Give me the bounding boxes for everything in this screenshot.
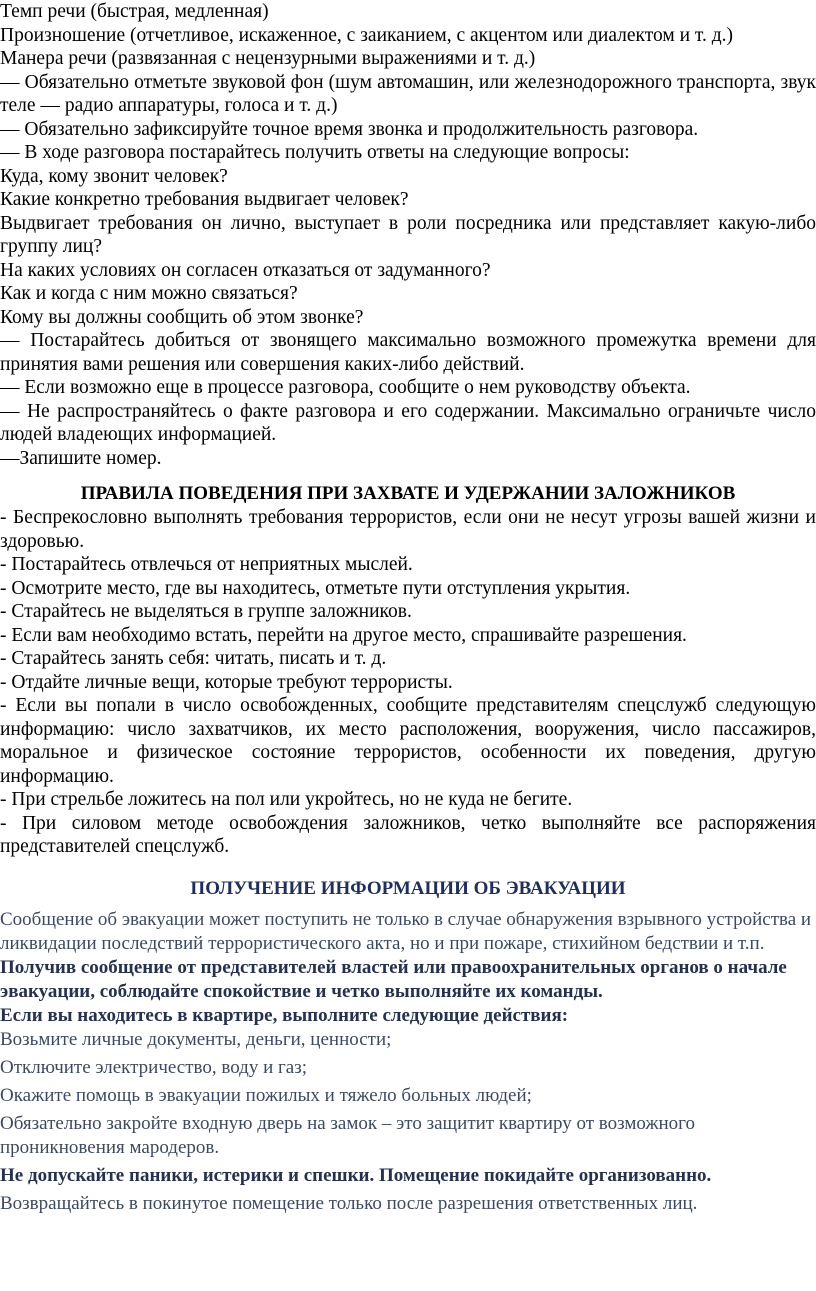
paragraph-time-gain: — Постарайтесь добиться от звонящего максимально возможного промежутка времени для принятия вами решения или совершения каких-либо действий.: [0, 330, 816, 375]
list-item: - Если вам необходимо встать, перейти на другое место, спрашивайте разрешения.: [0, 624, 687, 646]
list-item: - Осмотрите место, где вы находитесь, отметьте пути отступления укрытия.: [0, 577, 631, 599]
evacuation-section: [0, 878, 816, 1216]
paragraph-confidentiality: — Не распространяйтесь о факте разговора и его содержании. Максимально ограничьте число людей владеющих информацией.: [0, 400, 816, 445]
paragraph-pronunciation: Произношение (отчетливое, искаженное, с заиканием, с акцентом или диалектом и т. д.): [0, 24, 734, 46]
paragraph-speech-manner: Манера речи (развязанная с нецензурными выражениями и т. д.): [0, 48, 536, 69]
paragraph-record-number: —Запишите номер.: [0, 447, 162, 469]
paragraph-follow-commands: Получив сообщение от представителей властей или правоохранительных органов о начале эвакуации, соблюдайте спокойствие и четко выполняйте их команды.: [0, 957, 787, 1002]
phone-call-instructions: [0, 0, 816, 470]
question-demands: Какие конкретно требования выдвигает человек?: [0, 189, 409, 210]
list-item: Окажите помощь в эвакуации пожилых и тяжело больных людей;: [0, 1085, 532, 1106]
paragraph-apartment-actions: Если вы находитесь в квартире, выполните следующие действия:: [0, 1005, 569, 1026]
list-item: - При стрельбе ложитесь на пол или укройтесь, но не куда не бегите.: [0, 789, 573, 810]
list-item: - Отдайте личные вещи, которые требуют террористы.: [0, 671, 453, 693]
paragraph-return: Возвращайтесь в покинутое помещение только после разрешения ответственных лиц.: [0, 1193, 698, 1214]
paragraph-no-panic: Не допускайте паники, истерики и спешки. Помещение покидайте организованно.: [0, 1165, 712, 1186]
list-item: Возьмите личные документы, деньги, ценности;: [0, 1029, 392, 1050]
paragraph-background-noise: — Обязательно отметьте звуковой фон (шум автомашин, или железнодорожного транспорта, звук теле — радио аппаратуры, голоса и т. д.): [0, 71, 816, 116]
list-item: - Беспрекословно выполнять требования террористов, если они не несут угрозы вашей жизни и здоровью.: [0, 507, 816, 552]
list-item: - Старайтесь занять себя: читать, писать и т. д.: [0, 648, 387, 669]
list-item: - Постарайтесь отвлечься от неприятных мыслей.: [0, 554, 413, 575]
section-heading-hostages: ПРАВИЛА ПОВЕДЕНИЯ ПРИ ЗАХВАТЕ И УДЕРЖАНИИ ЗАЛОЖНИКОВ: [80, 483, 736, 504]
paragraph-evacuation-intro: Сообщение об эвакуации может поступить не только в случае обнаружения взрывного устройства и ликвидации последствий террористического акта, но и при пожаре, стихийном бедствии и т.п.: [0, 909, 812, 954]
list-item: - Старайтесь не выделяться в группе заложников.: [0, 601, 412, 622]
question-contact: Как и когда с ним можно связаться?: [0, 283, 298, 304]
question-role: Выдвигает требования он лично, выступает в роли посредника или представляет какую-либо группу лиц?: [0, 212, 816, 257]
list-item: - Если вы попали в число освобожденных, сообщите представителям спецслужб следующую информацию: число захватчиков, их место расположения, вооружения, число пассажиров, моральное и физическое состояние террористов, особенности их поведения, другую информацию.: [0, 695, 816, 787]
question-conditions: На каких условиях он согласен отказаться от задуманного?: [0, 259, 491, 281]
question-where-whom: Куда, кому звонит человек?: [0, 165, 228, 187]
list-item: - При силовом методе освобождения заложников, четко выполняйте все распоряжения представителей спецслужб.: [0, 812, 816, 857]
paragraph-speech-tempo: Темп речи (быстрая, медленная): [0, 1, 269, 22]
paragraph-call-time: — Обязательно зафиксируйте точное время звонка и продолжительность разговора.: [0, 118, 699, 140]
list-item: Обязательно закройте входную дверь на замок – это защитит квартиру от возможного проникновения мародеров.: [0, 1113, 695, 1158]
list-item: Отключите электричество, воду и газ;: [0, 1057, 308, 1078]
paragraph-questions-intro: — В ходе разговора постарайтесь получить ответы на следующие вопросы:: [0, 142, 630, 163]
question-report: Кому вы должны сообщить об этом звонке?: [0, 306, 364, 328]
paragraph-inform-management: — Если возможно еще в процессе разговора, сообщите о нем руководству объекта.: [0, 377, 691, 398]
section-heading-evacuation: ПОЛУЧЕНИЕ ИНФОРМАЦИИ ОБ ЭВАКУАЦИИ: [190, 878, 626, 899]
hostage-rules-section: [0, 482, 816, 859]
